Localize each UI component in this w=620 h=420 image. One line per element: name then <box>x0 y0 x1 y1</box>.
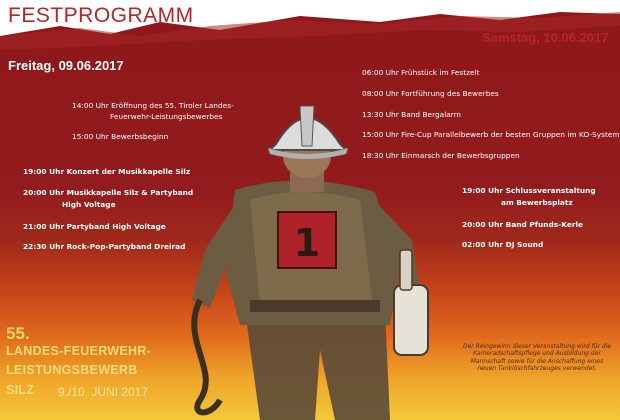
friday-event-6: 22:30 Uhr Rock-Pop-Partyband Dreirad <box>23 242 186 251</box>
saturday-event-6-line2: am Bewerbsplatz <box>501 198 573 207</box>
friday-event-2: 15:00 Uhr Bewerbsbeginn <box>72 132 169 141</box>
friday-event-5: 21:00 Uhr Partyband High Voltage <box>23 222 166 231</box>
footer-line-1: LANDES-FEUERWEHR- <box>6 344 152 358</box>
firefighter-illustration <box>150 100 480 420</box>
footer-line-3: SILZ <box>6 383 35 397</box>
proceeds-note: Der Reingewinn dieser Veranstaltung wird für die Kameradschaftspflege und Ausbildung der Mannschaft sowie für die Anschaffung eines neuen Tanklöschfahrzeuges verwendet. <box>462 343 612 373</box>
friday-event-4: 20:00 Uhr Musikkapelle Silz & Partyband <box>23 188 194 197</box>
saturday-event-8: 02:00 Uhr DJ Sound <box>462 240 544 249</box>
friday-event-1: 14:00 Uhr Eröffnung des 55. Tiroler Landes- <box>72 101 234 110</box>
saturday-event-4: 15:00 Uhr Fire-Cup Parallelbewerb der besten Gruppen im KO-System <box>362 130 620 139</box>
saturday-event-1: 06:00 Uhr Frühstück im Festzelt <box>362 68 480 77</box>
poster-title: FESTPROGRAMM <box>8 4 194 27</box>
friday-event-1-line2: Feuerwehr-Leistungsbewerbes <box>110 112 223 121</box>
footer-dates: 9./10. JUNI 2017 <box>58 385 149 399</box>
saturday-event-3: 13:30 Uhr Band Bergalarm <box>362 110 461 119</box>
chest-number: 1 <box>293 221 321 265</box>
saturday-event-5: 18:30 Uhr Einmarsch der Bewerbsgruppen <box>362 151 520 160</box>
saturday-event-7: 20:00 Uhr Band Pfunds-Kerle <box>462 220 584 229</box>
saturday-event-2: 08:00 Uhr Fortführung des Bewerbes <box>362 89 499 98</box>
saturday-heading: Samstag, 10.06.2017 <box>482 30 609 45</box>
friday-heading: Freitag, 09.06.2017 <box>8 58 124 73</box>
saturday-event-6: 19:00 Uhr Schlussveranstaltung <box>462 186 596 195</box>
friday-event-4-line2: High Voltage <box>62 200 116 209</box>
footer-line-2: LEISTUNGSBEWERB <box>6 363 138 377</box>
event-number: 55. <box>6 324 30 343</box>
friday-event-3: 19:00 Uhr Konzert der Musikkapelle Silz <box>23 167 191 176</box>
